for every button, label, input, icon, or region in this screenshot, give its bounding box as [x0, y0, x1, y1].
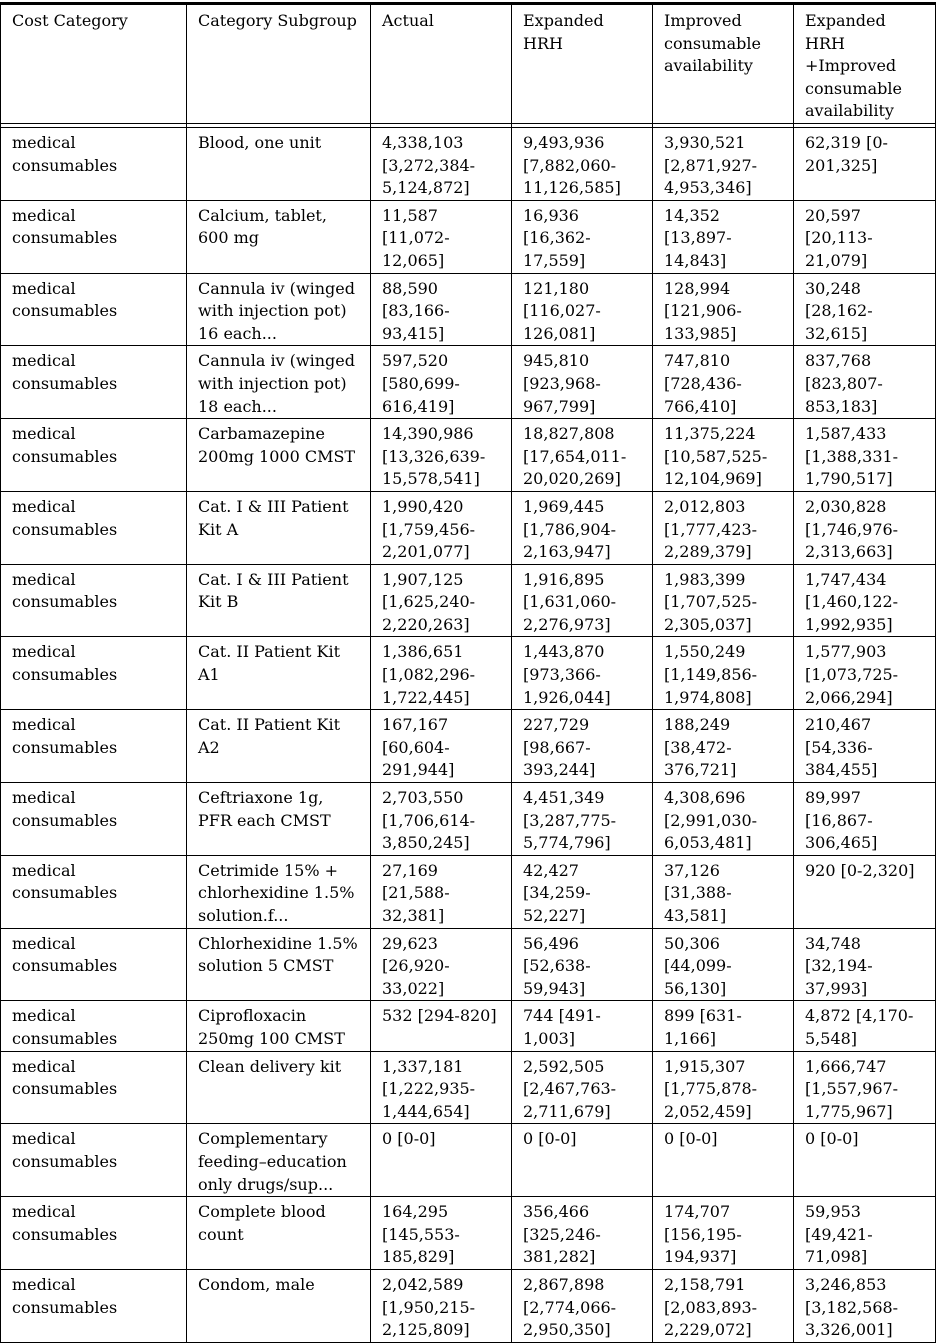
cell-cost-category: medical consumables	[1, 710, 187, 783]
cell-cost-category: medical consumables	[1, 1051, 187, 1124]
table-row	[1, 1269, 936, 1342]
cell-improved-availability: 1,915,307 [1,775,878-2,052,459]	[653, 1051, 794, 1124]
table-row	[1, 1197, 936, 1270]
cell-expanded-hrh-improved: 4,872 [4,170-5,548]	[794, 1001, 936, 1051]
cell-actual: 2,042,589 [1,950,215-2,125,809]	[371, 1269, 512, 1342]
table-row	[1, 128, 936, 201]
cell-cost-category: medical consumables	[1, 1197, 187, 1270]
cell-cost-category: medical consumables	[1, 200, 187, 273]
cell-cost-category: medical consumables	[1, 783, 187, 856]
cell-expanded-hrh-improved: 1,666,747 [1,557,967-1,775,967]	[794, 1051, 936, 1124]
cell-category-subgroup: Cat. I & III Patient Kit B	[187, 564, 371, 637]
cell-improved-availability: 37,126 [31,388-43,581]	[653, 855, 794, 928]
cell-expanded-hrh-improved: 20,597 [20,113-21,079]	[794, 200, 936, 273]
cell-improved-availability: 50,306 [44,099-56,130]	[653, 928, 794, 1001]
table-row	[1, 491, 936, 564]
cell-cost-category: medical consumables	[1, 1001, 187, 1051]
cell-expanded-hrh: 4,451,349 [3,287,775-5,774,796]	[512, 783, 653, 856]
table-row	[1, 419, 936, 492]
cell-actual: 11,587 [11,072-12,065]	[371, 200, 512, 273]
cell-actual: 2,703,550 [1,706,614-3,850,245]	[371, 783, 512, 856]
cell-expanded-hrh: 56,496 [52,638-59,943]	[512, 928, 653, 1001]
cell-expanded-hrh-improved: 0 [0-0]	[794, 1124, 936, 1197]
cell-actual: 27,169 [21,588-32,381]	[371, 855, 512, 928]
cell-expanded-hrh: 1,969,445 [1,786,904-2,163,947]	[512, 491, 653, 564]
table-row	[1, 564, 936, 637]
table-row	[1, 710, 936, 783]
cell-expanded-hrh: 0 [0-0]	[512, 1124, 653, 1197]
table-body	[1, 128, 936, 1343]
cell-improved-availability: 11,375,224 [10,587,525-12,104,969]	[653, 419, 794, 492]
cell-expanded-hrh-improved: 1,587,433 [1,388,331-1,790,517]	[794, 419, 936, 492]
table-row	[1, 1124, 936, 1197]
cell-category-subgroup: Cat. I & III Patient Kit A	[187, 491, 371, 564]
cell-actual: 597,520 [580,699-616,419]	[371, 346, 512, 419]
header-cost-category: Cost Category	[1, 4, 187, 124]
cell-expanded-hrh: 42,427 [34,259-52,227]	[512, 855, 653, 928]
cell-improved-availability: 174,707 [156,195-194,937]	[653, 1197, 794, 1270]
table-row	[1, 783, 936, 856]
table-row	[1, 273, 936, 346]
cell-category-subgroup: Ceftriaxone 1g, PFR each CMST	[187, 783, 371, 856]
cell-category-subgroup: Carbamazepine 200mg 1000 CMST	[187, 419, 371, 492]
cell-improved-availability: 2,012,803 [1,777,423-2,289,379]	[653, 491, 794, 564]
cell-expanded-hrh-improved: 920 [0-2,320]	[794, 855, 936, 928]
cell-cost-category: medical consumables	[1, 491, 187, 564]
cell-improved-availability: 0 [0-0]	[653, 1124, 794, 1197]
cell-cost-category: medical consumables	[1, 273, 187, 346]
cell-improved-availability: 899 [631-1,166]	[653, 1001, 794, 1051]
cell-cost-category: medical consumables	[1, 1124, 187, 1197]
header-category-subgroup: Category Subgroup	[187, 4, 371, 124]
cell-expanded-hrh-improved: 1,577,903 [1,073,725-2,066,294]	[794, 637, 936, 710]
cell-cost-category: medical consumables	[1, 928, 187, 1001]
cell-expanded-hrh-improved: 210,467 [54,336-384,455]	[794, 710, 936, 783]
cell-cost-category: medical consumables	[1, 1269, 187, 1342]
cell-improved-availability: 747,810 [728,436-766,410]	[653, 346, 794, 419]
cell-actual: 1,990,420 [1,759,456-2,201,077]	[371, 491, 512, 564]
cell-expanded-hrh: 121,180 [116,027-126,081]	[512, 273, 653, 346]
cell-improved-availability: 3,930,521 [2,871,927-4,953,346]	[653, 128, 794, 201]
header-row	[1, 4, 936, 124]
cell-actual: 29,623 [26,920-33,022]	[371, 928, 512, 1001]
cell-category-subgroup: Cannula iv (winged with injection pot) 16 each...	[187, 273, 371, 346]
cell-improved-availability: 128,994 [121,906-133,985]	[653, 273, 794, 346]
cell-improved-availability: 2,158,791 [2,083,893-2,229,072]	[653, 1269, 794, 1342]
cell-category-subgroup: Complete blood count	[187, 1197, 371, 1270]
cell-category-subgroup: Chlorhexidine 1.5% solution 5 CMST	[187, 928, 371, 1001]
header-expanded-hrh: Expanded HRH	[512, 4, 653, 124]
cell-category-subgroup: Calcium, tablet, 600 mg	[187, 200, 371, 273]
cell-cost-category: medical consumables	[1, 128, 187, 201]
cost-table	[0, 2, 936, 1343]
cell-actual: 167,167 [60,604-291,944]	[371, 710, 512, 783]
cell-category-subgroup: Cat. II Patient Kit A1	[187, 637, 371, 710]
cell-actual: 4,338,103 [3,272,384-5,124,872]	[371, 128, 512, 201]
cell-category-subgroup: Cannula iv (winged with injection pot) 18 each...	[187, 346, 371, 419]
cell-actual: 1,907,125 [1,625,240-2,220,263]	[371, 564, 512, 637]
table-header	[1, 4, 936, 128]
cell-expanded-hrh-improved: 62,319 [0-201,325]	[794, 128, 936, 201]
cell-expanded-hrh-improved: 34,748 [32,194-37,993]	[794, 928, 936, 1001]
cell-actual: 532 [294-820]	[371, 1001, 512, 1051]
cell-expanded-hrh-improved: 89,997 [16,867-306,465]	[794, 783, 936, 856]
cell-actual: 0 [0-0]	[371, 1124, 512, 1197]
cell-expanded-hrh-improved: 59,953 [49,421-71,098]	[794, 1197, 936, 1270]
cell-expanded-hrh: 2,867,898 [2,774,066-2,950,350]	[512, 1269, 653, 1342]
cell-expanded-hrh-improved: 30,248 [28,162-32,615]	[794, 273, 936, 346]
cell-actual: 14,390,986 [13,326,639-15,578,541]	[371, 419, 512, 492]
cell-actual: 88,590 [83,166-93,415]	[371, 273, 512, 346]
cell-actual: 164,295 [145,553-185,829]	[371, 1197, 512, 1270]
cell-improved-availability: 14,352 [13,897-14,843]	[653, 200, 794, 273]
cell-improved-availability: 188,249 [38,472-376,721]	[653, 710, 794, 783]
cell-expanded-hrh: 1,443,870 [973,366-1,926,044]	[512, 637, 653, 710]
cell-cost-category: medical consumables	[1, 419, 187, 492]
cell-actual: 1,386,651 [1,082,296-1,722,445]	[371, 637, 512, 710]
cell-cost-category: medical consumables	[1, 564, 187, 637]
cell-category-subgroup: Ciprofloxacin 250mg 100 CMST	[187, 1001, 371, 1051]
cell-improved-availability: 1,550,249 [1,149,856-1,974,808]	[653, 637, 794, 710]
cell-improved-availability: 1,983,399 [1,707,525-2,305,037]	[653, 564, 794, 637]
cell-expanded-hrh-improved: 837,768 [823,807-853,183]	[794, 346, 936, 419]
cell-cost-category: medical consumables	[1, 346, 187, 419]
table-row	[1, 1051, 936, 1124]
cell-category-subgroup: Cat. II Patient Kit A2	[187, 710, 371, 783]
cell-expanded-hrh: 16,936 [16,362-17,559]	[512, 200, 653, 273]
header-actual: Actual	[371, 4, 512, 124]
cell-expanded-hrh: 2,592,505 [2,467,763-2,711,679]	[512, 1051, 653, 1124]
table-row	[1, 200, 936, 273]
cell-category-subgroup: Clean delivery kit	[187, 1051, 371, 1124]
cell-category-subgroup: Condom, male	[187, 1269, 371, 1342]
cell-expanded-hrh: 945,810 [923,968-967,799]	[512, 346, 653, 419]
cell-expanded-hrh: 744 [491-1,003]	[512, 1001, 653, 1051]
cell-expanded-hrh-improved: 3,246,853 [3,182,568-3,326,001]	[794, 1269, 936, 1342]
cell-expanded-hrh: 356,466 [325,246-381,282]	[512, 1197, 653, 1270]
cell-category-subgroup: Complementary feeding–education only drugs/sup...	[187, 1124, 371, 1197]
header-improved-consumable-availability: Improved consumable availability	[653, 4, 794, 124]
cell-expanded-hrh-improved: 2,030,828 [1,746,976-2,313,663]	[794, 491, 936, 564]
cell-category-subgroup: Cetrimide 15% + chlorhexidine 1.5% solution.f...	[187, 855, 371, 928]
cell-cost-category: medical consumables	[1, 637, 187, 710]
cell-expanded-hrh: 18,827,808 [17,654,011-20,020,269]	[512, 419, 653, 492]
cell-actual: 1,337,181 [1,222,935-1,444,654]	[371, 1051, 512, 1124]
table-row	[1, 346, 936, 419]
cell-expanded-hrh: 1,916,895 [1,631,060-2,276,973]	[512, 564, 653, 637]
table-row	[1, 928, 936, 1001]
cell-expanded-hrh: 9,493,936 [7,882,060-11,126,585]	[512, 128, 653, 201]
table-row	[1, 637, 936, 710]
cell-expanded-hrh-improved: 1,747,434 [1,460,122-1,992,935]	[794, 564, 936, 637]
table-row	[1, 1001, 936, 1051]
cell-category-subgroup: Blood, one unit	[187, 128, 371, 201]
header-expanded-hrh-improved: Expanded HRH +Improved consumable availability	[794, 4, 936, 124]
cell-expanded-hrh: 227,729 [98,667-393,244]	[512, 710, 653, 783]
cell-improved-availability: 4,308,696 [2,991,030-6,053,481]	[653, 783, 794, 856]
cell-cost-category: medical consumables	[1, 855, 187, 928]
table-row	[1, 855, 936, 928]
